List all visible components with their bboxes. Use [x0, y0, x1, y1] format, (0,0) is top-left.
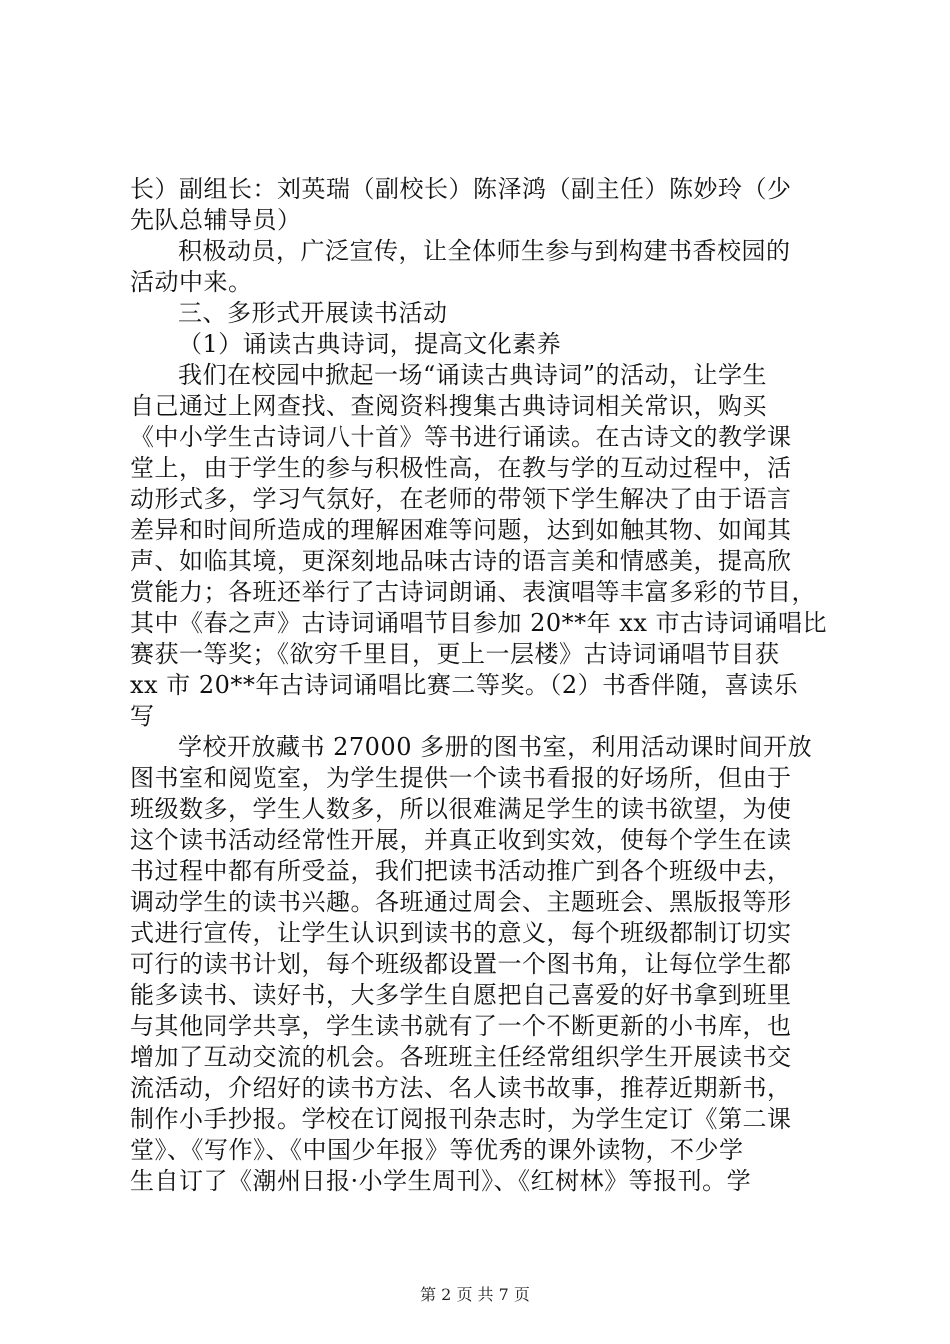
document-body — [130, 174, 835, 1197]
text-line: 式进行宣传，让学生认识到读书的意义，每个班级都制订切实 — [130, 919, 792, 947]
text-line: 赛获一等奖；《欲穷千里目，更上一层楼》古诗词诵唱节目获 — [130, 640, 780, 668]
text-line: 赏能力；各班还举行了古诗词朗诵、表演唱等丰富多彩的节目， — [130, 578, 816, 606]
text-line: 三、多形式开展读书活动 — [178, 299, 448, 327]
text-line: 学校开放藏书 27000 多册的图书室，利用活动课时间开放 — [178, 733, 813, 761]
text-line: xx 市 20**年古诗词诵唱比赛二等奖。（2）书香伴随，喜读乐 — [130, 671, 799, 699]
text-line: 《中小学生古诗词八十首》等书进行诵读。在古诗文的教学课 — [130, 423, 792, 451]
text-line: 生自订了《潮州日报·小学生周刊》、《红树林》等报刊。学 — [130, 1167, 752, 1195]
text-line: 图书室和阅览室，为学生提供一个读书看报的好场所，但由于 — [130, 764, 792, 792]
text-line: 制作小手抄报。学校在订阅报刊杂志时，为学生定订《第二课 — [130, 1105, 792, 1133]
text-line: 与其他同学共享，学生读书就有了一个不断更新的小书库，也 — [130, 1012, 792, 1040]
text-line: 积极动员，广泛宣传，让全体师生参与到构建书香校园的 — [178, 237, 791, 265]
text-line: 差异和时间所造成的理解困难等问题，达到如触其物、如闻其 — [130, 516, 792, 544]
text-line: 其中《春之声》古诗词诵唱节目参加 20**年 xx 市古诗词诵唱比 — [130, 609, 827, 637]
text-line: 活动中来。 — [130, 268, 253, 296]
text-line: 自己通过上网查找、查阅资料搜集古典诗词相关常识，购买 — [130, 392, 767, 420]
text-line: 书过程中都有所受益，我们把读书活动推广到各个班级中去， — [130, 857, 792, 885]
text-line: 流活动，介绍好的读书方法、名人读书故事，推荐近期新书， — [130, 1074, 792, 1102]
text-line: 能多读书、读好书，大多学生自愿把自己喜爱的好书拿到班里 — [130, 981, 792, 1009]
text-line: 写 — [130, 702, 155, 730]
text-line: 这个读书活动经常性开展，并真正收到实效，使每个学生在读 — [130, 826, 792, 854]
text-line: 我们在校园中掀起一场“诵读古典诗词”的活动，让学生 — [178, 361, 768, 389]
text-line: 动形式多，学习气氛好，在老师的带领下学生解决了由于语言 — [130, 485, 792, 513]
page-number-footer: 第 2 页 共 7 页 — [420, 1285, 530, 1304]
text-line: 先队总辅导员） — [130, 206, 302, 234]
text-line: （1）诵读古典诗词，提高文化素养 — [178, 330, 562, 358]
text-line: 长）副组长：刘英瑞（副校长）陈泽鸿（副主任）陈妙玲（少 — [130, 175, 792, 203]
text-line: 调动学生的读书兴趣。各班通过周会、主题班会、黑版报等形 — [130, 888, 792, 916]
text-line: 堂上，由于学生的参与积极性高，在教与学的互动过程中，活 — [130, 454, 792, 482]
text-line: 堂》、《写作》、《中国少年报》等优秀的课外读物，不少学 — [130, 1136, 744, 1164]
text-line: 增加了互动交流的机会。各班班主任经常组织学生开展读书交 — [130, 1043, 792, 1071]
text-line: 可行的读书计划，每个班级都设置一个图书角，让每位学生都 — [130, 950, 792, 978]
text-line: 声、如临其境，更深刻地品味古诗的语言美和情感美，提高欣 — [130, 547, 792, 575]
text-line: 班级数多，学生人数多，所以很难满足学生的读书欲望，为使 — [130, 795, 792, 823]
